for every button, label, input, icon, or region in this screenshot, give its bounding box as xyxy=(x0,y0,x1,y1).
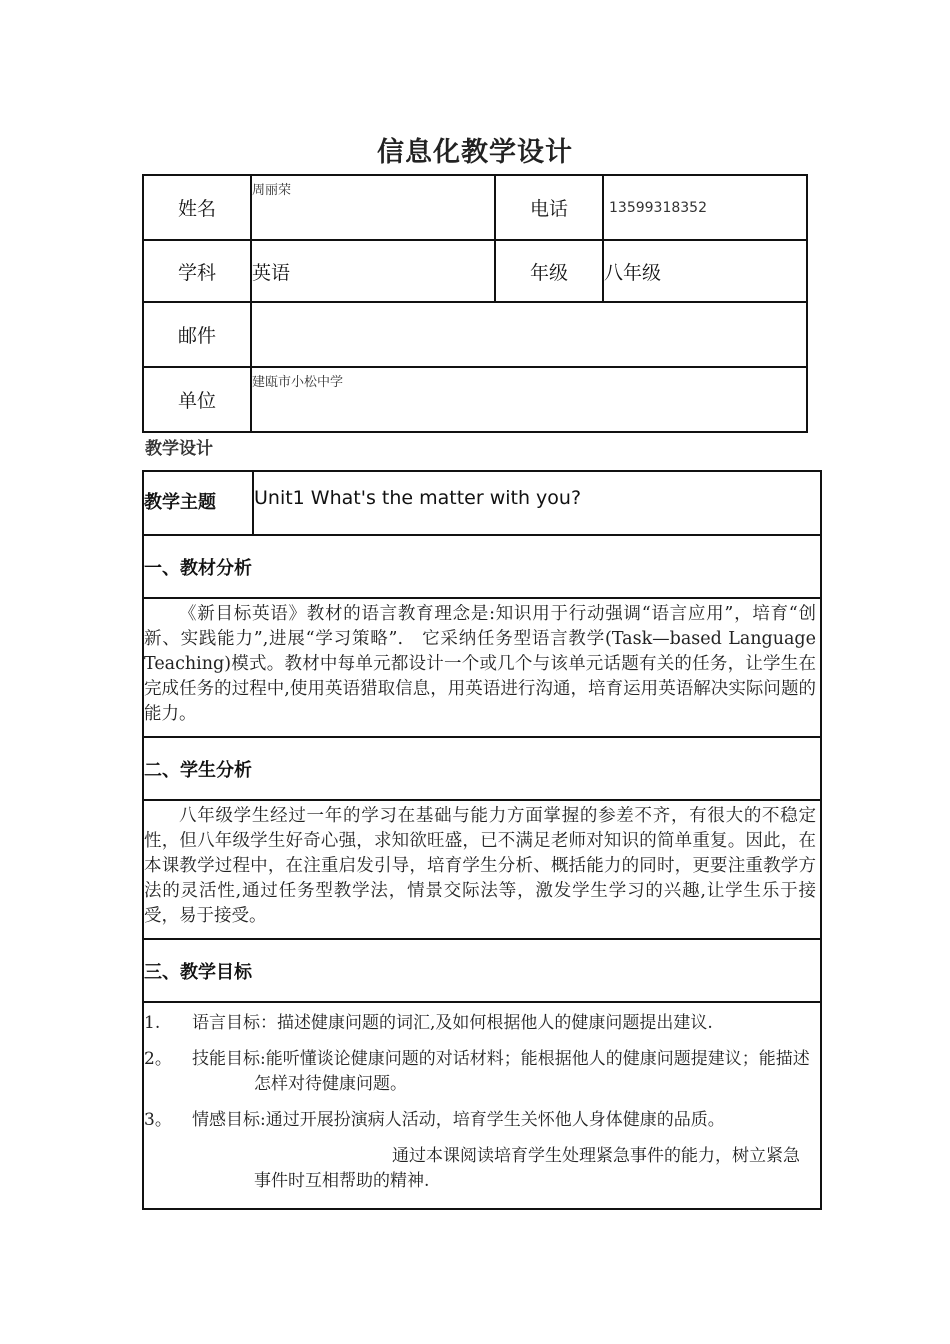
goal-number: 2。 xyxy=(144,1049,172,1069)
goals-heading: 三、教学目标 xyxy=(143,939,821,1002)
student-heading: 二、学生分析 xyxy=(143,737,821,800)
document-title: 信息化教学设计 xyxy=(377,137,573,168)
goal-number: 1. xyxy=(144,1013,161,1033)
topic-value: Unit1 What's the matter with you? xyxy=(253,471,821,535)
goal-item xyxy=(144,1011,814,1036)
material-cell xyxy=(143,598,821,737)
phone-label: 电话 xyxy=(495,175,603,240)
subject-value: 英语 xyxy=(251,240,495,302)
goal-item xyxy=(144,1047,814,1097)
goals-list xyxy=(144,1003,820,1208)
goal-number: 3。 xyxy=(144,1110,172,1130)
goal-text: 情感目标:通过开展扮演病人活动，培育学生关怀他人身体健康的品质。 xyxy=(192,1110,725,1130)
goal-extra-text: 通过本课阅读培育学生处理紧急事件的能力，树立紧急事件时互相帮助的精神. xyxy=(254,1146,800,1191)
student-text: 八年级学生经过一年的学习在基础与能力方面掌握的参差不齐，有很大的不稳定性，但八年级学生好奇心强，求知欲旺盛，已不满足老师对知识的简单重复。因此，在本课教学过程中，在注重启发引导，培育学生分析、概括能力的同时，更要注重教学方法的灵活性,通过任务型教学法，情景交际法等，激发学生学习的兴趣,让学生乐于接受，易于接受。 xyxy=(144,806,816,926)
student-cell xyxy=(143,800,821,939)
material-heading: 一、教材分析 xyxy=(143,535,821,598)
unit-label: 单位 xyxy=(143,367,251,432)
goal-text: 语言目标：描述健康问题的词汇,及如何根据他人的健康问题提出建议. xyxy=(192,1013,713,1033)
email-label: 邮件 xyxy=(143,302,251,367)
design-table xyxy=(142,470,822,1210)
goal-text: 技能目标:能听懂谈论健康问题的对话材料；能根据他人的健康问题提建议；能描述怎样对待健康问题。 xyxy=(192,1049,810,1094)
info-table xyxy=(142,174,808,433)
name-label: 姓名 xyxy=(143,175,251,240)
section-label: 教学设计 xyxy=(145,439,213,459)
subject-label: 学科 xyxy=(143,240,251,302)
grade-value: 八年级 xyxy=(603,240,807,302)
unit-value: 建瓯市小松中学 xyxy=(251,367,807,432)
topic-label: 教学主题 xyxy=(143,471,253,535)
material-text: 《新目标英语》教材的语言教育理念是:知识用于行动强调“语言应用”，培育“创新、实践能力”,进展“学习策略”. 它采纳任务型语言教学(Task—based Language Teaching)模式。教材中每单元都设计一个或几个与该单元话题有关的任务，让学生在完成任务的过程中,使用英语猎取信息，用英语进行沟通，培育运用英语解决实际问题的能力。 xyxy=(144,604,816,724)
goal-item xyxy=(144,1108,814,1133)
goals-cell xyxy=(143,1002,821,1209)
phone-value: 13599318352 xyxy=(603,175,807,240)
grade-label: 年级 xyxy=(495,240,603,302)
name-value: 周丽荣 xyxy=(251,175,495,240)
email-value xyxy=(251,302,807,367)
